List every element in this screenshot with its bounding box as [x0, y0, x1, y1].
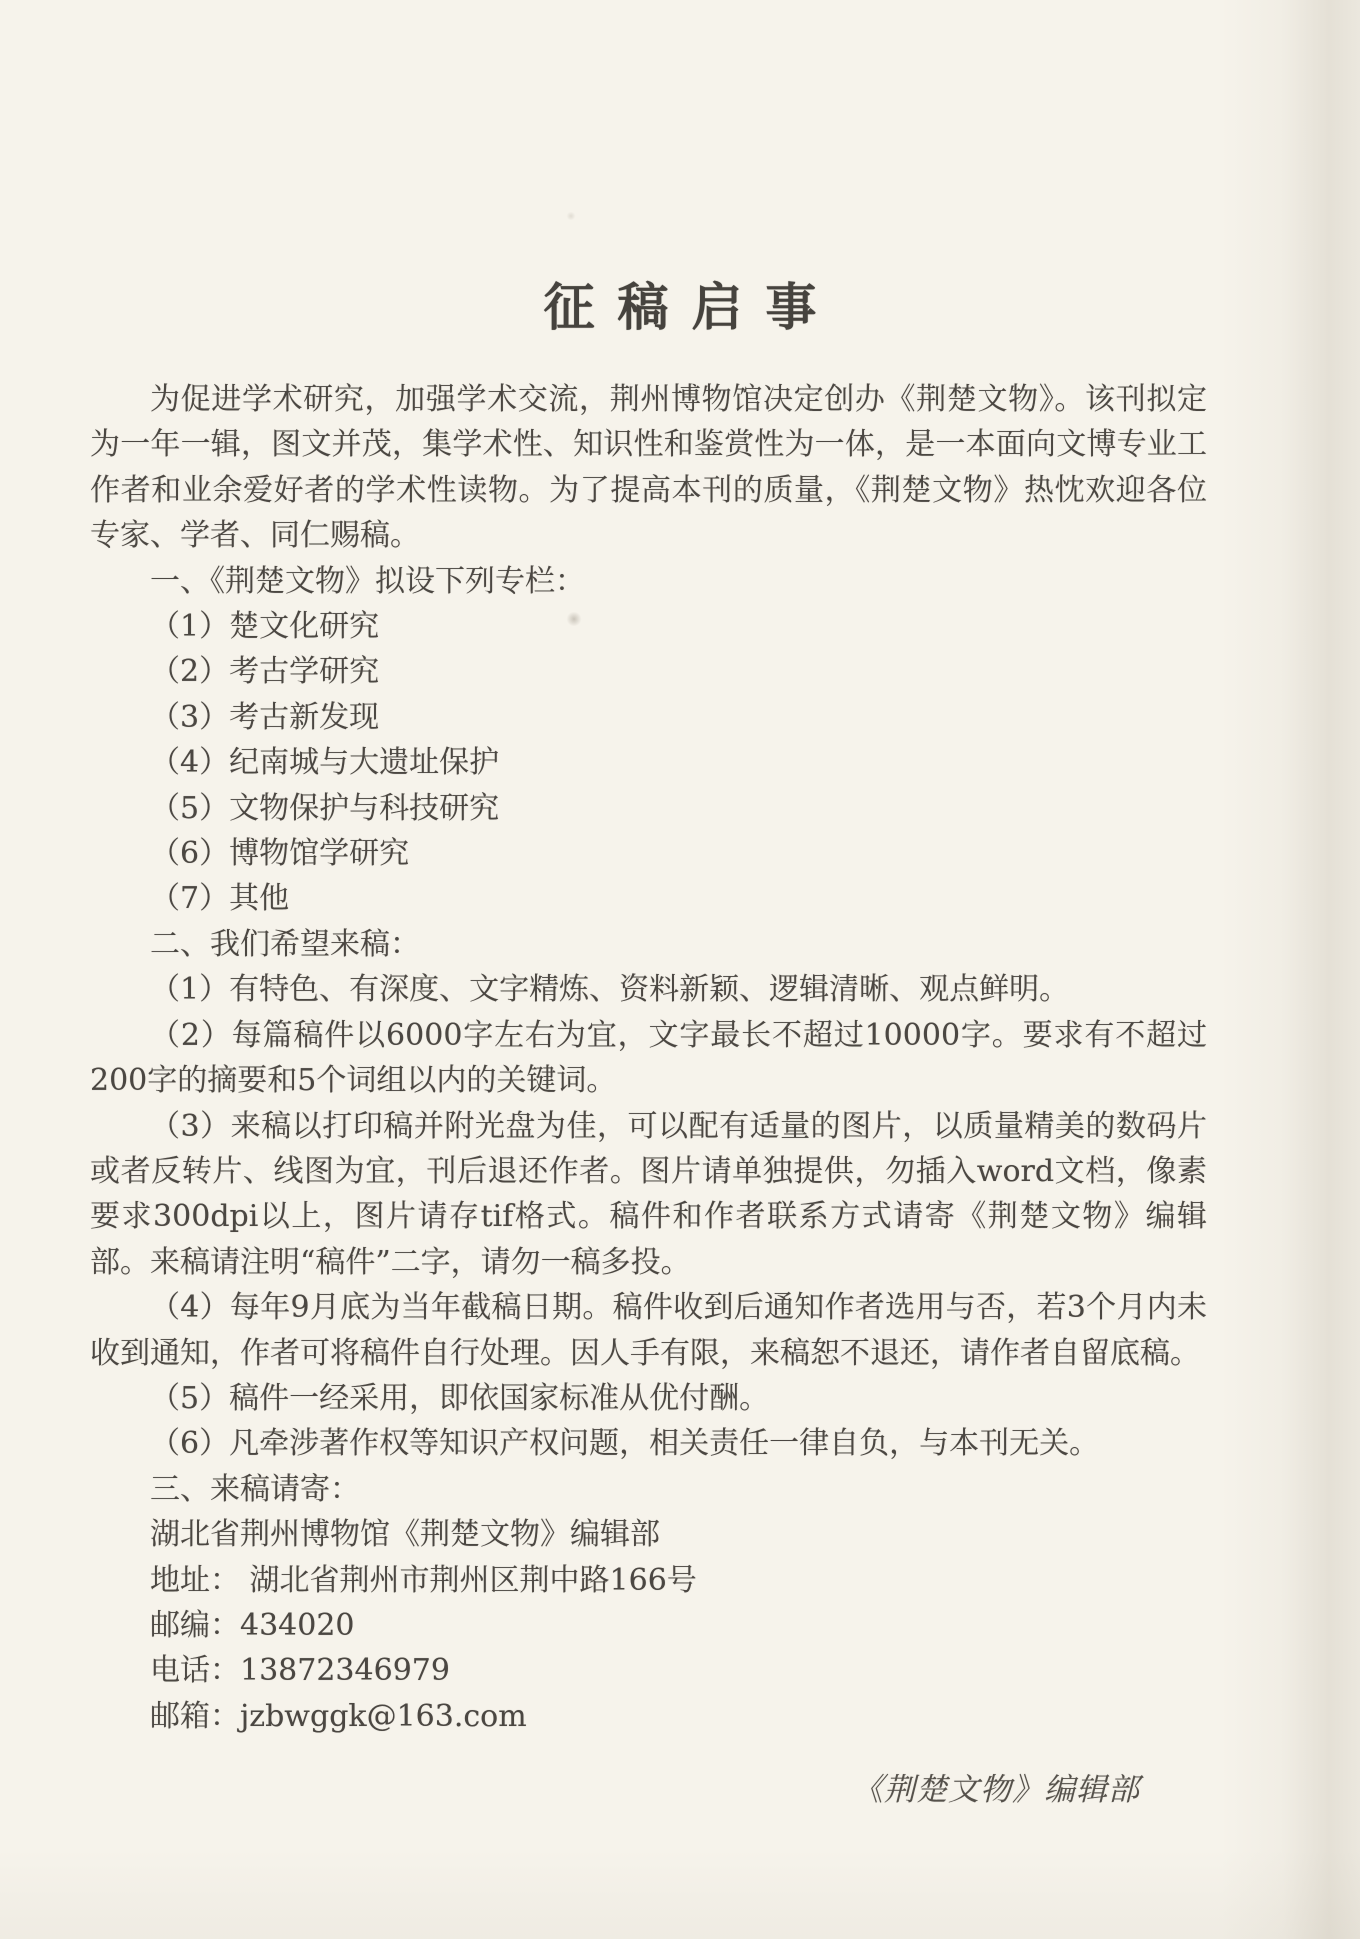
contact-recipient: 湖北省荆州博物馆《荆楚文物》编辑部: [150, 1517, 660, 1553]
scan-bottom-shadow: [0, 1849, 1360, 1939]
requirement-item: （5）稿件一经采用，即依国家标准从优付酬。: [150, 1380, 770, 1416]
requirement-item: （6）凡牵涉著作权等知识产权问题，相关责任一律自负，与本刊无关。: [150, 1426, 1100, 1462]
column-item: （6）博物馆学研究: [150, 836, 410, 872]
columns-section-heading: 一、《荆楚文物》拟设下列专栏：: [150, 563, 585, 599]
scan-smudge: [566, 212, 576, 220]
requirements-section-heading: 二、我们希望来稿：: [150, 926, 420, 962]
editorial-signature: 《荆楚文物》编辑部: [852, 1772, 1140, 1808]
intro-paragraph: 为促进学术研究，加强学术交流，荆州博物馆决定创办《荆楚文物》。该刊拟定为一年一辑，图文并茂，集学术性、知识性和鉴赏性为一体，是一本面向文博专业工作者和业余爱好者的学术性读物。为了提高本刊的质量，《荆楚文物》热忱欢迎各位专家、学者、同仁赐稿。: [90, 382, 1207, 554]
contact-address: 地址： 湖北省荆州市荆州区荆中路166号: [150, 1562, 697, 1598]
column-item: （7）其他: [150, 881, 290, 917]
contact-postcode: 邮编：434020: [150, 1607, 355, 1643]
column-item: （5）文物保护与科技研究: [150, 790, 500, 826]
requirement-item: （1）有特色、有深度、文字精炼、资料新颖、逻辑清晰、观点鲜明。: [150, 972, 1070, 1008]
requirement-item: （2）每篇稿件以6000字左右为宜，文字最长不超过10000字。要求有不超过200字的摘要和5个词组以内的关键词。: [90, 1017, 1207, 1099]
column-item: （2）考古学研究: [150, 654, 380, 690]
requirement-item: （3）来稿以打印稿并附光盘为佳，可以配有适量的图片，以质量精美的数码片或者反转片、线图为宜，刊后退还作者。图片请单独提供，勿插入word文档，像素要求300dpi以上，图片请存tif格式。稿件和作者联系方式请寄《荆楚文物》编辑部。来稿请注明“稿件”二字，请勿一稿多投。: [90, 1108, 1207, 1280]
page-title: 征稿启事: [543, 278, 840, 339]
document-body: [90, 377, 1207, 1739]
column-item: （1）楚文化研究: [150, 609, 380, 645]
scan-smudge: [566, 612, 582, 626]
contact-email: 邮箱：jzbwggk@163.com: [150, 1698, 527, 1734]
contact-phone: 电话：13872346979: [150, 1653, 450, 1689]
requirement-item: （4）每年9月底为当年截稿日期。稿件收到后通知作者选用与否，若3个月内未收到通知，作者可将稿件自行处理。因人手有限，来稿恕不退还，请作者自留底稿。: [90, 1290, 1207, 1371]
column-item: （3）考古新发现: [150, 699, 380, 735]
column-item: （4）纪南城与大遗址保护: [150, 745, 500, 781]
contact-section-heading: 三、来稿请寄：: [150, 1471, 360, 1507]
